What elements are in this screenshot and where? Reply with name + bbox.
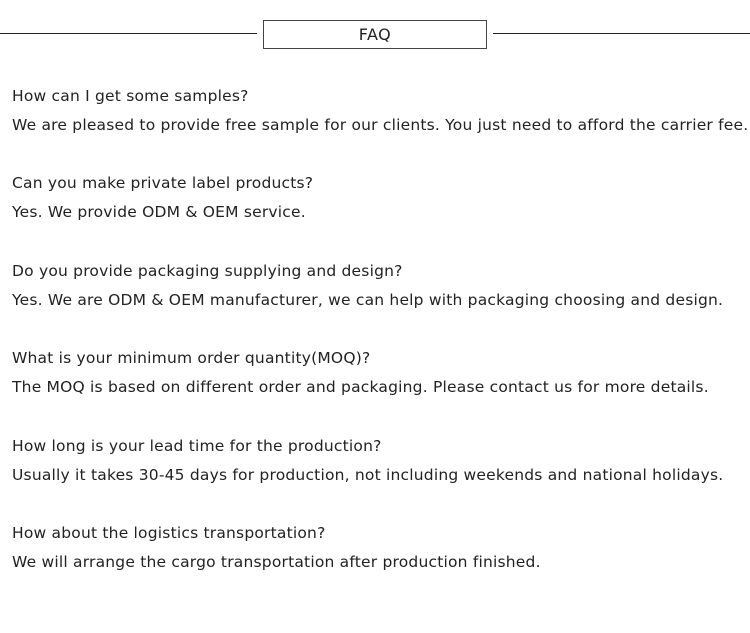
header-divider-right xyxy=(493,33,750,34)
faq-answer: We will arrange the cargo transportation after production finished. xyxy=(12,552,541,571)
faq-question: How long is your lead time for the production? xyxy=(12,436,382,455)
faq-question: What is your minimum order quantity(MOQ)? xyxy=(12,349,371,368)
faq-item xyxy=(12,82,749,169)
faq-title: FAQ xyxy=(263,20,487,49)
header-divider-left xyxy=(0,33,257,34)
faq-answer: Yes. We provide ODM & OEM service. xyxy=(12,203,306,222)
faq-question: Do you provide packaging supplying and design? xyxy=(12,261,403,280)
faq-question: How can I get some samples? xyxy=(12,87,249,105)
faq-answer: We are pleased to provide free sample for our clients. You just need to afford the carrier fee. xyxy=(12,116,749,134)
faq-list xyxy=(12,82,749,606)
faq-header xyxy=(0,20,750,49)
faq-item xyxy=(12,432,744,519)
faq-question: How about the logistics transportation? xyxy=(12,523,326,542)
faq-item xyxy=(12,257,744,344)
faq-item xyxy=(12,344,744,431)
faq-question: Can you make private label products? xyxy=(12,174,314,193)
faq-answer: Yes. We are ODM & OEM manufacturer, we can help with packaging choosing and design. xyxy=(12,290,724,309)
faq-answer: Usually it takes 30-45 days for production, not including weekends and national holidays. xyxy=(12,465,724,484)
faq-item xyxy=(12,519,744,606)
faq-answer: The MOQ is based on different order and packaging. Please contact us for more details. xyxy=(12,378,709,397)
faq-item xyxy=(12,169,744,256)
